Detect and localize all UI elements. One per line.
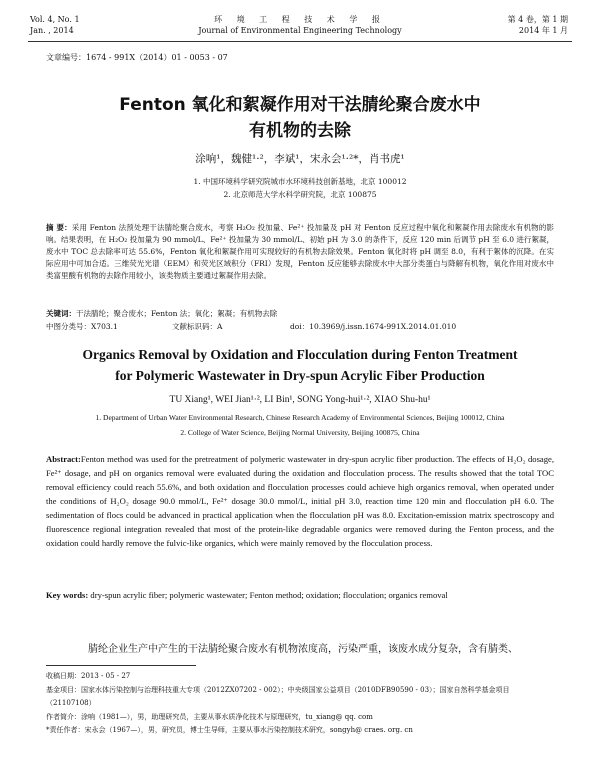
footnote-rule bbox=[46, 665, 196, 666]
title-zh-line-1: Fenton 氧化和絮凝作用对干法腈纶聚合废水中 bbox=[119, 95, 481, 115]
keywords-zh-label: 关键词： bbox=[46, 309, 76, 318]
title-en-line-1: Organics Removal by Oxidation and Flocculation during Fenton Treatment bbox=[82, 347, 518, 362]
body-text-start: 腈纶企业生产中产生的干法腈纶聚合废水有机物浓度高，污染严重，该废水成分复杂，含有腈类、 bbox=[88, 644, 518, 655]
footnote-received: 收稿日期：2013 - 05 - 27 bbox=[46, 672, 131, 680]
title-en bbox=[30, 344, 570, 386]
authors-zh: 涂响¹，魏健¹·²，李斌¹，宋永会¹·²*，肖书虎¹ bbox=[195, 153, 405, 165]
keywords-en-label: Key words: bbox=[46, 590, 89, 600]
title-zh bbox=[40, 92, 560, 144]
running-header bbox=[0, 0, 600, 44]
abstract-zh-text: 采用 Fenton 法预处理干法腈纶聚合废水，考察 H₂O₂ 投加量、Fe²⁺ 投加量及 pH 对 Fenton 反应过程中氧化和絮凝作用去除废水有机物的影响。结果表明，在 H₂O₂ 投加量为 90 mmol/L、Fe²⁺ 投加量为 30 mmol/L、初始 pH 为 3.0 的条件下，反应 120 min 后调节 pH 至 6.0 进行絮凝，废水中 TOC 总去除率可达 55.6%，Fenton 氧化和絮凝作用可实现较好的有机物去除效果。Fenton 氧化时将 pH 调至 8.0，有利于絮体的沉降。在实际应用中可加合适。三维荧光光谱（EEM）和荧光区域积分（FRI）发现，Fenton 反应能够去除废水中大部分类蛋白与降解有机物，氧化作用对废水中类富里酸有机物的去除作用较小，该类物质主要通过絮凝作用去除。 bbox=[46, 223, 554, 280]
affiliation-zh-1: 1. 中国环境科学研究院城市水环境科技创新基地，北京 100012 bbox=[193, 177, 407, 186]
keywords-zh bbox=[46, 308, 554, 319]
header-volume bbox=[30, 14, 80, 36]
abstract-en-text: Fenton method was used for the pretreatment of polymeric wastewater in dry-spun acrylic fiber production. The effects of H₂O₂ dosage, Fe²⁺ dosage, and pH on organics removal were evaluated during the oxidation and flocculation process. The results showed that the total TOC removal efficiency could reach 55.6%, and both oxidation and flocculation processes could achieve high organics removal, when operated under the conditions of H₂O₂ dosage 90.0 mmol/L, Fe²⁺ dosage 30.0 mmol/L, initial pH 3.0, reaction time 120 min and flocculation pH 6.0. The sedimentation of flocs could be advanced in practical application when the flocculation pH was 8.0. Excitation-emission matrix spectroscopy and fluorescence regional integration revealed that most of the protein-like degradable organics were removed during the Fenton process, and the oxidation could hardly remove the fulvic-like organics, which were mainly removed by the flocculation process. bbox=[46, 454, 554, 548]
header-volume-issue: Vol. 4, No. 1 bbox=[30, 15, 80, 24]
keywords-zh-text: 干法腈纶；聚合废水；Fenton 法；氧化；絮凝；有机物去除 bbox=[76, 309, 278, 318]
footnote-corresponding: *责任作者：宋永会（1967—），男，研究员，博士生导师，主要从事水污染控制技术研究，songyh@ craes. org. cn bbox=[46, 726, 413, 734]
header-date-zh: 2014 年 1 月 bbox=[518, 26, 568, 35]
header-date-en: Jan. , 2014 bbox=[30, 26, 74, 35]
affiliation-en-2: 2. College of Water Science, Beijing Normal University, Beijing 100875, China bbox=[180, 428, 420, 437]
footnote-funding: 基金项目：国家水体污染控制与治理科技重大专项（2012ZX07202 - 002）；中央级国家公益项目（2010DFB90590 - 03）；国家自然科学基金项目（21107108） bbox=[46, 685, 510, 707]
keywords-en-text: dry-spun acrylic fiber; polymeric wastewater; Fenton method; oxidation; flocculation; organics removal bbox=[90, 590, 448, 600]
header-volume-zh: 第 4 卷，第 1 期 bbox=[507, 15, 568, 24]
title-zh-line-2: 有机物的去除 bbox=[249, 121, 351, 141]
header-issue-zh bbox=[508, 14, 568, 36]
header-journal-en: Journal of Environmental Engineering Technology bbox=[198, 26, 402, 35]
footnote-author-bio: 作者简介：涂响（1981—），男，助理研究员，主要从事水质净化技术与原理研究，tu_xiang@ qq. com bbox=[46, 712, 373, 721]
authors-en: TU Xiang¹, WEI Jian¹·², LI Bin¹, SONG Yong-hui¹·², XIAO Shu-hu¹ bbox=[169, 395, 431, 405]
abstract-en-label: Abstract: bbox=[46, 454, 81, 464]
abstract-zh-label: 摘 要： bbox=[46, 223, 72, 232]
article-number: 文章编号：1674 - 991X（2014）01 - 0053 - 07 bbox=[46, 53, 228, 62]
header-journal bbox=[170, 14, 430, 36]
footnotes bbox=[46, 670, 554, 738]
keywords-en bbox=[46, 588, 554, 602]
document-code: 文献标识码：A bbox=[172, 322, 223, 331]
clc-number: 中图分类号：X703.1 bbox=[46, 322, 118, 331]
affiliation-en-1: 1. Department of Urban Water Environmental Research, Chinese Research Academy of Environmental Sciences, Beijing 100012, China bbox=[95, 413, 505, 422]
affiliation-zh-2: 2. 北京师范大学水科学研究院，北京 100875 bbox=[223, 190, 377, 199]
abstract-en bbox=[46, 452, 554, 550]
header-rule bbox=[28, 41, 572, 42]
header-journal-zh: 环 境 工 程 技 术 学 报 bbox=[214, 15, 386, 24]
abstract-zh bbox=[46, 222, 554, 282]
doi: doi：10.3969/j.issn.1674-991X.2014.01.010 bbox=[290, 322, 457, 331]
title-en-line-2: for Polymeric Wastewater in Dry-spun Acrylic Fiber Production bbox=[115, 368, 485, 383]
